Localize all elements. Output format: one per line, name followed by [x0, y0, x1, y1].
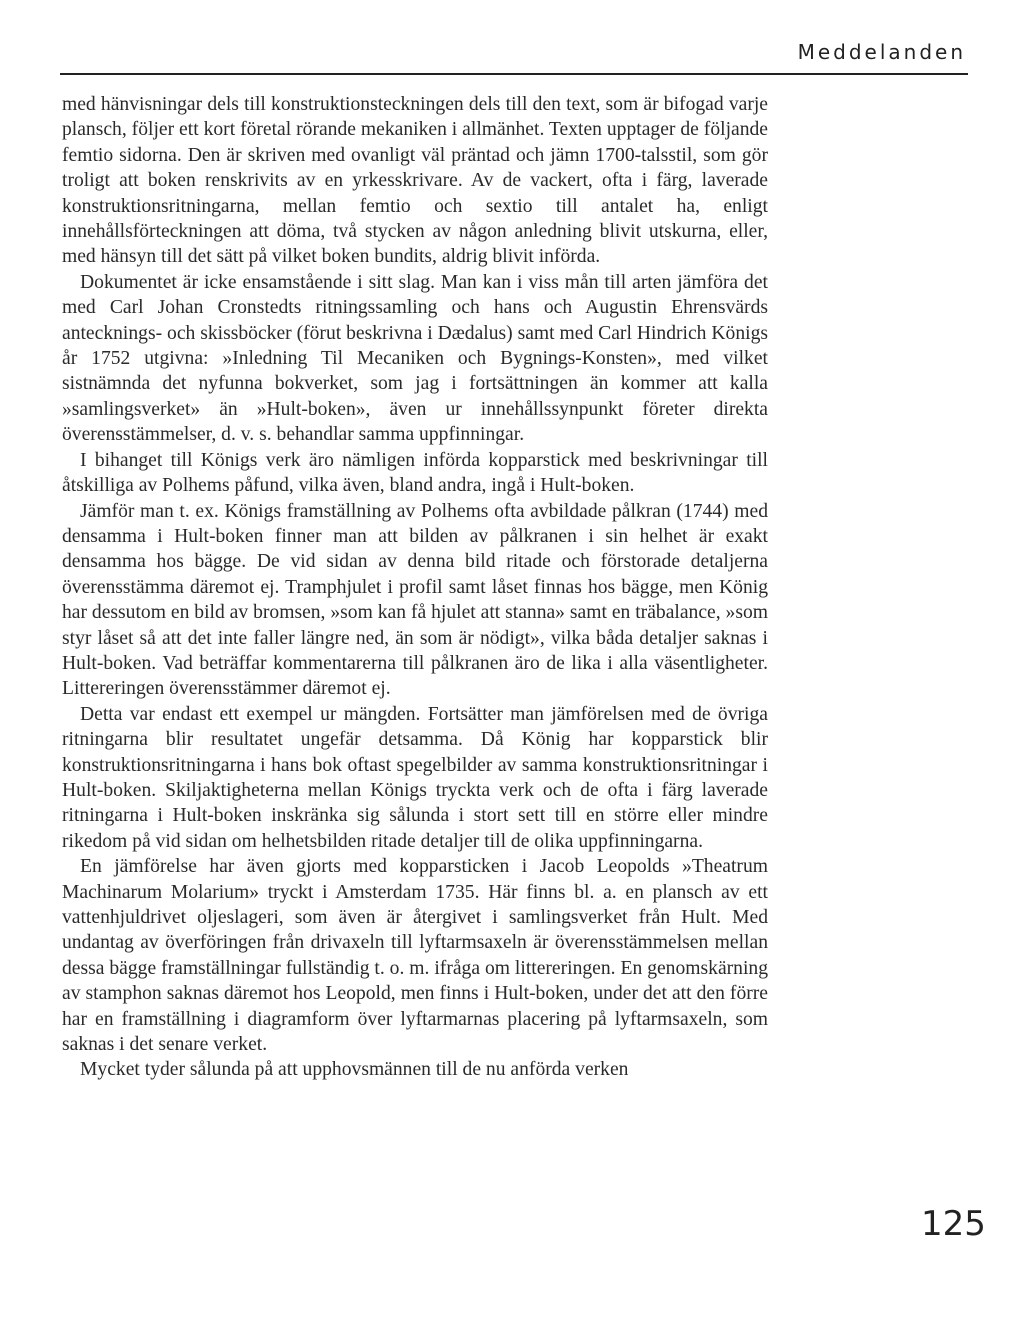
paragraph-7: Mycket tyder sålunda på att upphovsmännen till de nu anförda verken	[80, 1059, 629, 1081]
paragraph-5: Detta var endast ett exempel ur mängden. Fortsätter man jämförelsen med de övriga ritningarna blir resultatet ungefär detsamma. Då König har kopparstick blir konstruktionsritningarna i hans bok oftast spegelbilder av samma konstruktionsritningar i Hult-boken. Skiljaktigheterna mellan Königs tryckta verk och de ofta i färg laverade ritningarna i Hult-boken inskränka sig sålunda i stort sett till en större eller mindre rikedom på vid sidan om helhetsbilden ritade detaljer till de olika uppfinningarna.	[62, 703, 768, 852]
paragraph-1: med hänvisningar dels till konstruktionsteckningen dels till den text, som är bifogad varje plansch, följer ett kort företal rörande mekaniken i allmänhet. Texten upptager de följande femtio sidorna. Den är skriven med ovanligt väl präntad och jämn 1700-talsstil, som gör troligt att boken renskrivits av en yrkesskrivare. Av de vackert, ofta i färg, laverade konstruktionsritningarna, mellan femtio och sextio till antalet ha, enligt innehållsförteckningen att döma, två stycken av någon anledning blivit utskurna, eller, med hänsyn till det sätt på vilket boken bundits, aldrig blivit införda.	[62, 94, 768, 268]
paragraph-4: Jämför man t. ex. Königs framställning av Polhems ofta avbildade pålkran (1744) med densamma i Hult-boken finner man att bilden av pålkranen i sin helhet är exakt densamma hos bägge. De vid sidan av denna bild ritade och förstorade detaljerna överensstämma däremot ej. Tramphjulet i profil samt låset finnas hos bägge, men König har dessutom en bild av bromsen, »som kan få hjulet att stanna» samt en träbalance, »som styr låset så att det inte faller längre ned, än som är nödigt», vilka båda detaljer saknas i Hult-boken. Vad beträffar kommentarerna till pålkranen äro de lika i alla väsentligheter. Littereringen överensstämmer däremot ej.	[62, 500, 768, 700]
paragraph-2: Dokumentet är icke ensamstående i sitt slag. Man kan i viss mån till arten jämföra det med Carl Johan Cronstedts ritningssamling och hans och Augustin Ehrensvärds antecknings- och skissböcker (förut beskrivna i Dædalus) samt med Carl Hindrich Königs år 1752 utgivna: »Inledning Til Mecaniken och Bygnings-Konsten», med vilket sistnämnda det nyfunna bokverket, som jag i fortsättningen än kommer att kalla »samlingsverket» än »Hult-boken», även ur innehållssynpunkt företer direkta överensstämmelser, d. v. s. behandlar samma uppfinningar.	[62, 271, 768, 446]
page-number: 125	[921, 1204, 986, 1244]
paragraph-6: En jämförelse har även gjorts med kopparsticken i Jacob Leopolds »Theatrum Machinarum Molarium» tryckt i Amsterdam 1735. Här finns bl. a. en plansch av ett vattenhjuldrivet oljeslageri, som även är återgivet i samlingsverket från Hult. Med undantag av överföringen från drivaxeln till lyftarmsaxeln är överensstämmelsen mellan dessa bägge framställningar fullständig t. o. m. ifråga om littereringen. En genomskärning av stamphon saknas däremot hos Leopold, men finns i Hult-boken, under det att den förre har en framställning i diagramform över lyftarmarnas placering på lyftarmsaxeln, som saknas i det senare verket.	[62, 856, 768, 1056]
paragraph-3: I bihanget till Königs verk äro nämligen införda kopparstick med beskrivningar till åtskilliga av Polhems påfund, vilka även, bland andra, ingå i Hult-boken.	[62, 449, 768, 497]
header-rule	[60, 73, 968, 75]
article-body	[62, 92, 768, 1083]
running-header: Meddelanden	[797, 40, 966, 64]
